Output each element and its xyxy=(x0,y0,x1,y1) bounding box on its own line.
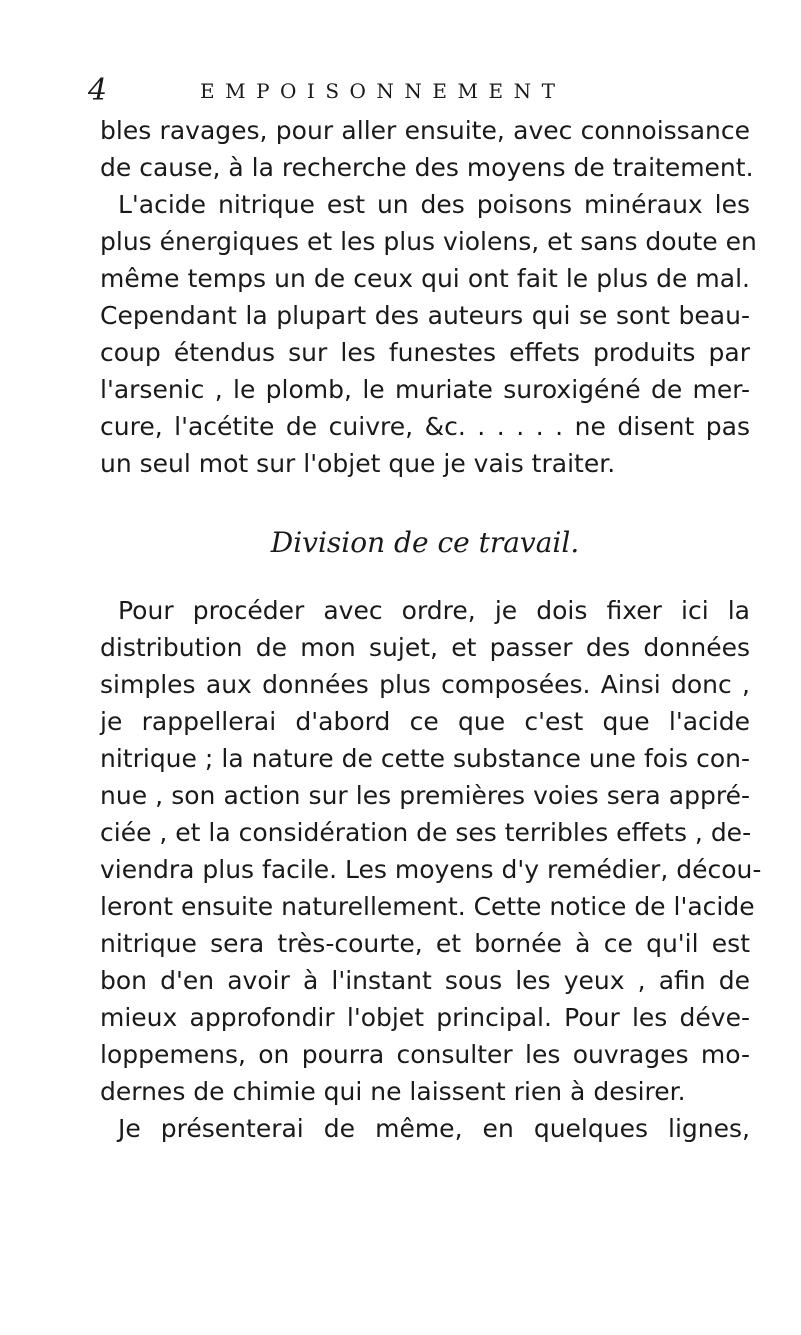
text-line: plus énergiques et les plus violens, et sans doute en xyxy=(100,227,757,256)
text-line: bon d'en avoir à l'instant sous les yeux , afin de xyxy=(100,966,750,995)
running-head xyxy=(88,68,708,112)
text-line: ciée , et la considération de ses terribles effets , de- xyxy=(100,818,752,847)
paragraph-presentation xyxy=(100,1110,750,1147)
text-line: cure, l'acétite de cuivre, &c. . . . . . ne disent pas xyxy=(100,412,750,441)
text-line: distribution de mon sujet, et passer des données xyxy=(100,633,750,662)
text-line: loppemens, on pourra consulter les ouvrages mo- xyxy=(100,1040,750,1069)
text-line: nitrique sera très-courte, et bornée à ce qu'il est xyxy=(100,929,750,958)
text-line: dernes de chimie qui ne laissent rien à desirer. xyxy=(100,1077,686,1106)
text-line: Pour procéder avec ordre, je dois fixer ici la xyxy=(118,596,750,625)
text-line: l'arsenic , le plomb, le muriate suroxigéné de mer- xyxy=(100,375,750,404)
page-number: 4 xyxy=(88,73,108,108)
text-line: un seul mot sur l'objet que je vais traiter. xyxy=(100,449,616,478)
text-line: viendra plus facile. Les moyens d'y remédier, décou- xyxy=(100,855,762,884)
text-line: de cause, à la recherche des moyens de traitement. xyxy=(100,153,754,182)
text-line: bles ravages, pour aller ensuite, avec connoissance xyxy=(100,116,750,145)
text-line: Cependant la plupart des auteurs qui se sont beau- xyxy=(100,301,750,330)
text-line: Je présenterai de même, en quelques lignes, xyxy=(118,1114,750,1143)
text-line: mieux approfondir l'objet principal. Pour les déve- xyxy=(100,1003,750,1032)
text-line: nitrique ; la nature de cette substance une fois con- xyxy=(100,744,750,773)
text-line: simples aux données plus composées. Ainsi donc , xyxy=(100,670,750,699)
body-text xyxy=(100,112,762,1147)
paragraph-continuation xyxy=(100,112,754,186)
text-line: même temps un de ceux qui ont fait le plus de mal. xyxy=(100,264,750,293)
paragraph-acide-nitrique xyxy=(100,186,757,482)
section-heading: Division de ce travail. xyxy=(270,526,580,559)
text-line: nue , son action sur les premières voies sera appré- xyxy=(100,781,750,810)
text-line: leront ensuite naturellement. Cette notice de l'acide xyxy=(100,892,755,921)
paragraph-division xyxy=(100,592,762,1110)
running-title: EMPOISONNEMENT xyxy=(200,79,566,103)
text-line: L'acide nitrique est un des poisons minéraux les xyxy=(118,190,750,219)
text-line: coup étendus sur les funestes effets produits par xyxy=(100,338,750,367)
text-line: je rappellerai d'abord ce que c'est que l'acide xyxy=(100,707,750,736)
